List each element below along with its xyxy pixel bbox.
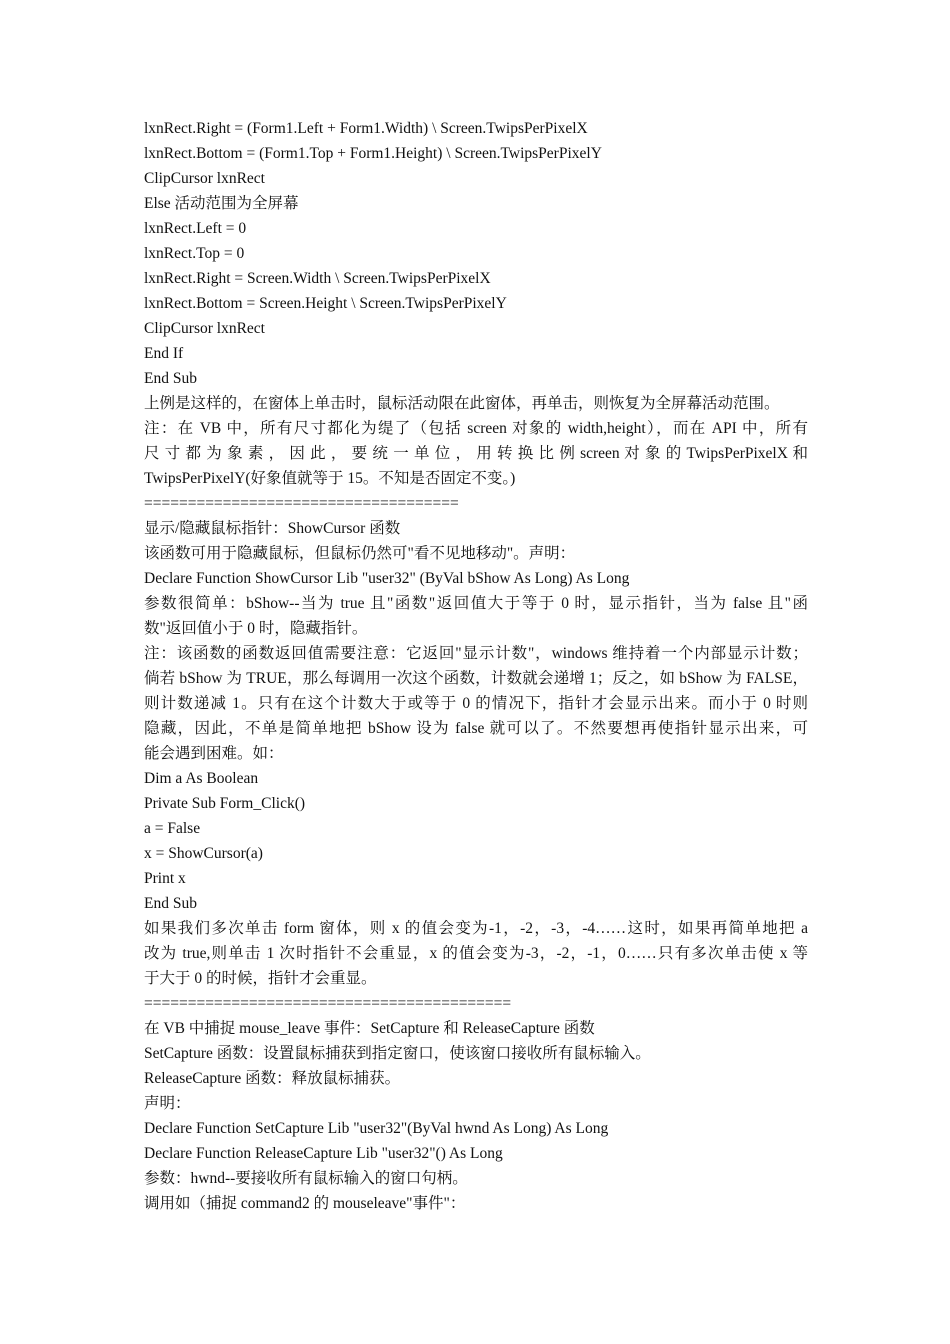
- text-line: 调用如（捕捉 command2 的 mouseleave"事件"：: [144, 1195, 466, 1212]
- text-line: lxnRect.Bottom = (Form1.Top + Form1.Height) \ Screen.TwipsPerPixelY: [144, 145, 602, 162]
- text-line: 倘若 bShow 为 TRUE，那么每调用一次这个函数，计数就会递增 1；反之，如 bShow 为 FALSE，: [144, 670, 808, 687]
- code-line: End Sub: [144, 895, 197, 912]
- text-line: lxnRect.Bottom = Screen.Height \ Screen.TwipsPerPixelY: [144, 295, 507, 312]
- text-line: 改为 true,则单击 1 次时指针不会重显，x 的值会变为-3，-2，-1，0……只有多次单击使 x 等: [144, 945, 808, 962]
- text-line: 数"返回值小于 0 时，隐藏指针。: [144, 620, 368, 637]
- text-line: 上例是这样的，在窗体上单击时，鼠标活动限在此窗体，再单击，则恢复为全屏幕活动范围。: [144, 395, 780, 412]
- text-line: ClipCursor lxnRect: [144, 170, 265, 187]
- code-line: Declare Function ShowCursor Lib "user32" (ByVal bShow As Long) As Long: [144, 570, 630, 587]
- text-line: 参数很简单：bShow--当为 true 且"函数"返回值大于等于 0 时，显示指针，当为 false 且"函: [144, 595, 808, 612]
- separator-line: ==========================================: [144, 995, 512, 1012]
- text-line: 注：该函数的函数返回值需要注意：它返回"显示计数"，windows 维持着一个内部显示计数；: [144, 645, 808, 662]
- code-line: Dim a As Boolean: [144, 770, 259, 787]
- text-line: Else 活动范围为全屏幕: [144, 195, 299, 212]
- text-line: 如果我们多次单击 form 窗体，则 x 的值会变为-1，-2，-3，-4……这时，如果再简单地把 a: [144, 920, 808, 937]
- text-line: 于大于 0 的时候，指针才会重显。: [144, 970, 377, 987]
- code-line: Print x: [144, 870, 186, 887]
- text-line: 参数：hwnd--要接收所有鼠标输入的窗口句柄。: [144, 1170, 468, 1187]
- text-line: ReleaseCapture 函数：释放鼠标捕获。: [144, 1070, 401, 1087]
- text-line: End If: [144, 345, 184, 362]
- text-line: 则计数递减 1。只有在这个计数大于或等于 0 的情况下，指针才会显示出来。而小于 0 时则: [144, 695, 808, 712]
- section-heading: 显示/隐藏鼠标指针：ShowCursor 函数: [144, 520, 401, 537]
- text-line: ClipCursor lxnRect: [144, 320, 265, 337]
- text-line: 注：在 VB 中，所有尺寸都化为缇了（包括 screen 对象的 width,height），而在 API 中，所有: [144, 420, 808, 437]
- text-line: End Sub: [144, 370, 197, 387]
- code-line: Private Sub Form_Click(): [144, 795, 306, 812]
- text-line: 隐藏，因此，不单是简单地把 bShow 设为 false 就可以了。不然要想再使指针显示出来，可: [144, 720, 808, 737]
- code-line: a = False: [144, 820, 201, 837]
- text-line: SetCapture 函数：设置鼠标捕获到指定窗口，使该窗口接收所有鼠标输入。: [144, 1045, 651, 1062]
- text-line: lxnRect.Right = Screen.Width \ Screen.TwipsPerPixelX: [144, 270, 491, 287]
- code-line: x = ShowCursor(a): [144, 845, 263, 862]
- text-line: lxnRect.Right = (Form1.Left + Form1.Width) \ Screen.TwipsPerPixelX: [144, 120, 588, 137]
- text-line: 尺 寸 都 为 象 素 ， 因 此 ， 要 统 一 单 位 ， 用 转 换 比 例 screen 对 象 的 TwipsPerPixelX 和: [144, 445, 808, 462]
- text-line: 能会遇到困难。如：: [144, 745, 284, 762]
- section-heading: 在 VB 中捕捉 mouse_leave 事件：SetCapture 和 ReleaseCapture 函数: [144, 1020, 595, 1037]
- text-line: 声明：: [144, 1095, 191, 1112]
- separator-line: ====================================: [144, 495, 459, 512]
- code-line: Declare Function ReleaseCapture Lib "user32"() As Long: [144, 1145, 503, 1162]
- document-body: [144, 116, 808, 1216]
- text-line: lxnRect.Left = 0: [144, 220, 247, 237]
- text-line: 该函数可用于隐藏鼠标，但鼠标仍然可"看不见地移动"。声明：: [144, 545, 576, 562]
- code-line: Declare Function SetCapture Lib "user32"(ByVal hwnd As Long) As Long: [144, 1120, 609, 1137]
- text-line: TwipsPerPixelY(好象值就等于 15。不知是否固定不变。): [144, 470, 516, 487]
- text-line: lxnRect.Top = 0: [144, 245, 245, 262]
